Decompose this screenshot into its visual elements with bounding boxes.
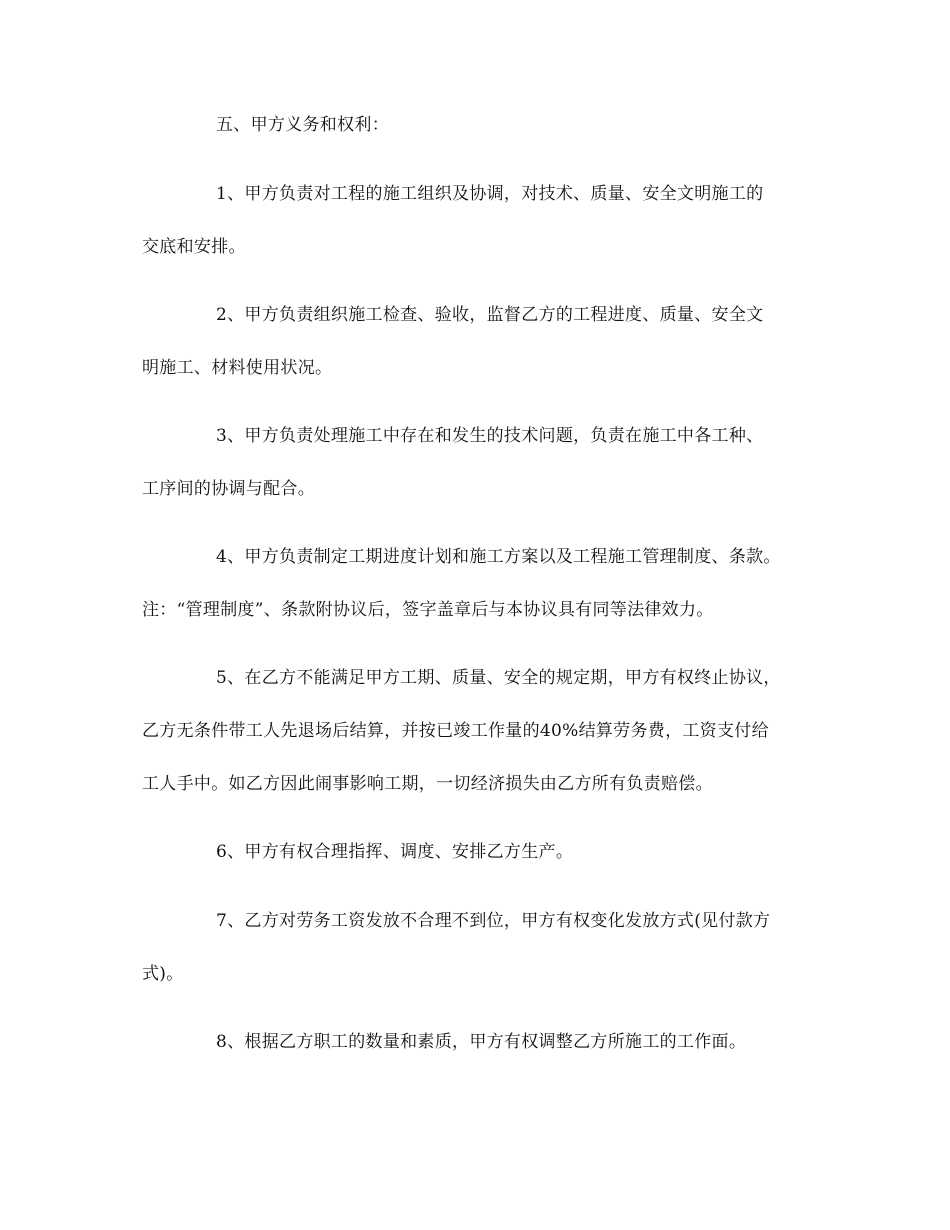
paragraph-8-line-1: 8、根据乙方职工的数量和素质，甲方有权调整乙方所施工的工作面。 [216, 1032, 747, 1052]
paragraph-5-line-1: 5、在乙方不能满足甲方工期、质量、安全的规定期，甲方有权终止协议， [216, 668, 781, 688]
paragraph-1-line-2: 交底和安排。 [142, 237, 246, 257]
paragraph-2-line-2: 明施工、材料使用状况。 [142, 358, 333, 378]
paragraph-3-line-1: 3、甲方负责处理施工中存在和发生的技术问题，负责在施工中各工种、 [216, 426, 764, 446]
paragraph-5-line-2: 乙方无条件带工人先退场后结算，并按已竣工作量的40%结算劳务费，工资支付给 [142, 721, 769, 741]
paragraph-6-line-1: 6、甲方有权合理指挥、调度、安排乙方生产。 [216, 842, 574, 862]
paragraph-2-line-1: 2、甲方负责组织施工检查、验收，监督乙方的工程进度、质量、安全文 [216, 305, 764, 325]
paragraph-3-line-2: 工序间的协调与配合。 [142, 479, 315, 499]
paragraph-1-line-1: 1、甲方负责对工程的施工组织及协调，对技术、质量、安全文明施工的 [216, 184, 764, 204]
paragraph-7-line-1: 7、乙方对劳务工资发放不合理不到位，甲方有权变化发放方式(见付款方 [216, 911, 771, 931]
paragraph-7-line-2: 式)。 [142, 964, 184, 984]
paragraph-4-line-1: 4、甲方负责制定工期进度计划和施工方案以及工程施工管理制度、条款。 [216, 547, 781, 567]
section-heading: 五、甲方义务和权利： [216, 115, 389, 135]
paragraph-5-line-3: 工人手中。如乙方因此闹事影响工期，一切经济损失由乙方所有负责赔偿。 [142, 774, 713, 794]
paragraph-4-line-2: 注：“管理制度”、条款附协议后，签字盖章后与本协议具有同等法律效力。 [142, 600, 714, 620]
